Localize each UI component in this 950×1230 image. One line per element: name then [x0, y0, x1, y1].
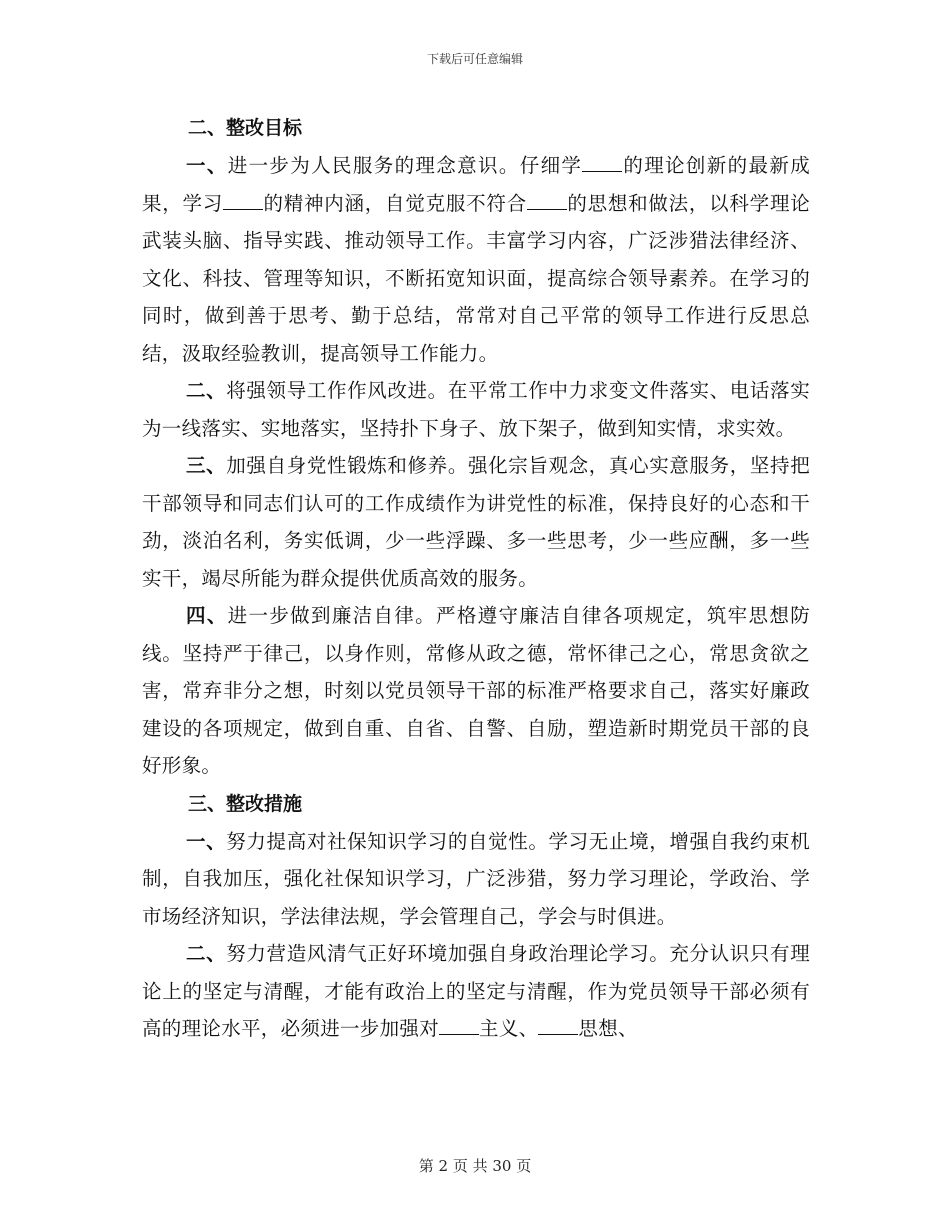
fill-in-blank: [527, 191, 567, 210]
fill-in-blank: [439, 1016, 479, 1035]
goal-paragraph-1: 一、进一步为人民服务的理念意识。仔细学 的理论创新的最新成果，学习 的精神内涵，自觉克服不符合 的思想和做法，以科学理论武装头脑、指导实践、推动领导工作。丰富学习内容，广泛涉猎法律经济、文化、科技、管理等知识，不断拓宽知识面，提高综合领导素养。在学习的同时，做到善于思考、勤于总结，常常对自己平常的领导工作进行反思总结，汲取经验教训，提高领导工作能力。: [142, 154, 811, 365]
fill-in-blank: [223, 191, 263, 210]
paragraph-lead: 一、: [186, 829, 227, 853]
paragraph-lead: 二、: [186, 942, 227, 965]
paragraph-lead: 二、: [186, 379, 227, 402]
paragraph-lead: 三、: [186, 454, 227, 477]
paragraph-lead: 四、: [186, 604, 228, 627]
section-heading-measures: 三、整改措施: [188, 792, 303, 815]
goal-paragraph-4: 四、进一步做到廉洁自律。严格遵守廉洁自律各项规定，筑牢思想防线。坚持严于律己，以身作则，常修从政之德，常怀律己之心，常思贪欲之害，常弃非分之想，时刻以党员领导干部的标准严格要求自己，落实好廉政建设的各项规定，做到自重、自省、自警、自励，塑造新时期党员干部的良好形象。: [142, 604, 810, 777]
fill-in-blank: [538, 1016, 578, 1035]
goal-paragraph-3: 三、加强自身党性锻炼和修养。强化宗旨观念，真心实意服务，坚持把干部领导和同志们认可的工作成绩作为讲党性的标准，保持良好的心态和干劲，淡泊名利，务实低调，少一些浮躁、多一些思考，少一些应酬，多一些实干，竭尽所能为群众提供优质高效的服务。: [142, 454, 810, 590]
fill-in-blank: [582, 153, 622, 172]
page-header: 下载后可任意编辑: [426, 52, 523, 66]
document-body: [142, 110, 810, 1048]
goal-paragraph-2: 二、将强领导工作作风改进。在平常工作中力求变文件落实、电话落实为一线落实、实地落实，坚持扑下身子、放下架子，做到知实情，求实效。: [142, 379, 810, 440]
page-footer: 第 2 页 共 30 页: [418, 1157, 532, 1175]
paragraph-lead: 一、: [186, 154, 228, 177]
section-heading-goals: 二、整改目标: [188, 117, 303, 139]
measure-paragraph-1: 一、努力提高对社保知识学习的自觉性。学习无止境，增强自我约束机制，自我加压，强化社保知识学习，广泛涉猎，努力学习理论，学政治、学市场经济知识，学法律法规，学会管理自己，学会与时俱进。: [142, 829, 810, 928]
measure-paragraph-2: 二、努力营造风清气正好环境加强自身政治理论学习。充分认识只有理论上的坚定与清醒，才能有政治上的坚定与清醒，作为党员领导干部必须有高的理论水平，必须进一步加强对 主义、 思想、: [142, 942, 810, 1040]
